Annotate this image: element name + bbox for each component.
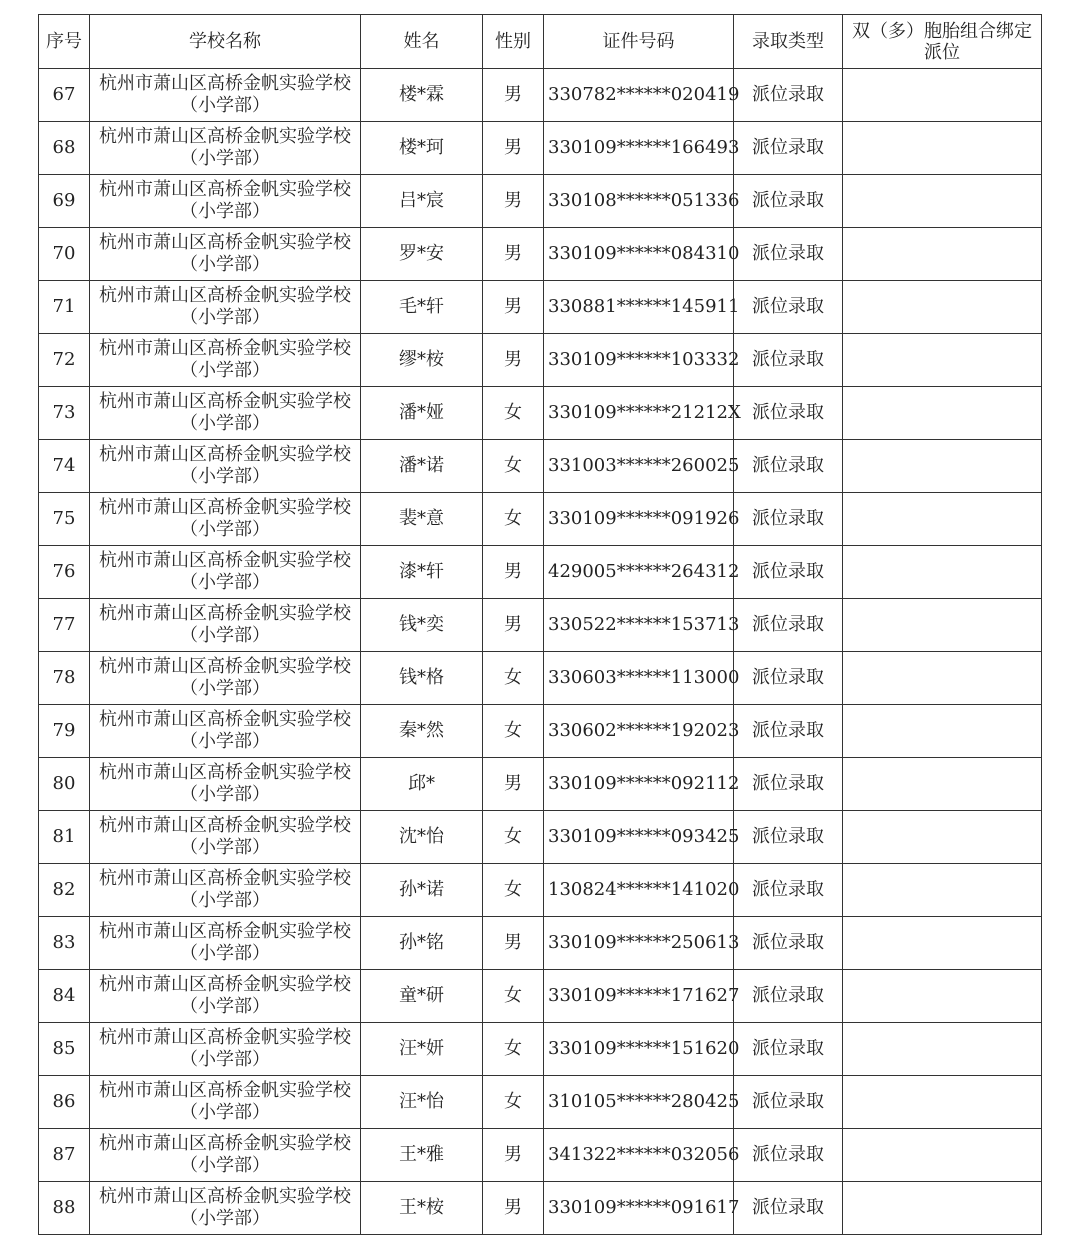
cell-twins-binding bbox=[843, 970, 1042, 1023]
table-row bbox=[39, 546, 1042, 599]
table-row bbox=[39, 228, 1042, 281]
table-row bbox=[39, 122, 1042, 175]
cell-id-number: 330109******092112 bbox=[544, 758, 734, 811]
cell-id-number: 310105******280425 bbox=[544, 1076, 734, 1129]
cell-seq: 76 bbox=[39, 546, 90, 599]
cell-school: 杭州市萧山区高桥金帆实验学校（小学部） bbox=[90, 175, 361, 228]
cell-twins-binding bbox=[843, 599, 1042, 652]
cell-school: 杭州市萧山区高桥金帆实验学校（小学部） bbox=[90, 440, 361, 493]
cell-gender: 男 bbox=[483, 69, 544, 122]
cell-name: 楼*珂 bbox=[361, 122, 483, 175]
cell-gender: 女 bbox=[483, 811, 544, 864]
cell-seq: 74 bbox=[39, 440, 90, 493]
table-header bbox=[39, 15, 1042, 69]
cell-admission-type: 派位录取 bbox=[734, 228, 843, 281]
cell-name: 缪*桉 bbox=[361, 334, 483, 387]
cell-seq: 82 bbox=[39, 864, 90, 917]
cell-school: 杭州市萧山区高桥金帆实验学校（小学部） bbox=[90, 228, 361, 281]
cell-twins-binding bbox=[843, 705, 1042, 758]
cell-id-number: 429005******264312 bbox=[544, 546, 734, 599]
table-row bbox=[39, 281, 1042, 334]
cell-name: 潘*娅 bbox=[361, 387, 483, 440]
cell-gender: 女 bbox=[483, 387, 544, 440]
cell-twins-binding bbox=[843, 281, 1042, 334]
cell-twins-binding bbox=[843, 493, 1042, 546]
cell-school: 杭州市萧山区高桥金帆实验学校（小学部） bbox=[90, 387, 361, 440]
table-row bbox=[39, 811, 1042, 864]
table-row bbox=[39, 334, 1042, 387]
cell-twins-binding bbox=[843, 811, 1042, 864]
cell-gender: 男 bbox=[483, 546, 544, 599]
cell-seq: 80 bbox=[39, 758, 90, 811]
cell-seq: 68 bbox=[39, 122, 90, 175]
cell-admission-type: 派位录取 bbox=[734, 599, 843, 652]
table-row bbox=[39, 652, 1042, 705]
table-row bbox=[39, 175, 1042, 228]
cell-gender: 男 bbox=[483, 175, 544, 228]
cell-twins-binding bbox=[843, 175, 1042, 228]
table-row bbox=[39, 705, 1042, 758]
cell-school: 杭州市萧山区高桥金帆实验学校（小学部） bbox=[90, 1023, 361, 1076]
cell-name: 汪*妍 bbox=[361, 1023, 483, 1076]
cell-admission-type: 派位录取 bbox=[734, 1129, 843, 1182]
table-row bbox=[39, 493, 1042, 546]
cell-id-number: 330782******020419 bbox=[544, 69, 734, 122]
cell-id-number: 330603******113000 bbox=[544, 652, 734, 705]
cell-seq: 67 bbox=[39, 69, 90, 122]
cell-admission-type: 派位录取 bbox=[734, 652, 843, 705]
table-row bbox=[39, 1023, 1042, 1076]
table-row bbox=[39, 1129, 1042, 1182]
cell-school: 杭州市萧山区高桥金帆实验学校（小学部） bbox=[90, 599, 361, 652]
cell-twins-binding bbox=[843, 387, 1042, 440]
cell-id-number: 330602******192023 bbox=[544, 705, 734, 758]
table-row bbox=[39, 917, 1042, 970]
cell-school: 杭州市萧山区高桥金帆实验学校（小学部） bbox=[90, 493, 361, 546]
cell-seq: 78 bbox=[39, 652, 90, 705]
cell-seq: 73 bbox=[39, 387, 90, 440]
cell-twins-binding bbox=[843, 122, 1042, 175]
cell-id-number: 330881******145911 bbox=[544, 281, 734, 334]
cell-school: 杭州市萧山区高桥金帆实验学校（小学部） bbox=[90, 811, 361, 864]
cell-admission-type: 派位录取 bbox=[734, 334, 843, 387]
cell-seq: 85 bbox=[39, 1023, 90, 1076]
cell-school: 杭州市萧山区高桥金帆实验学校（小学部） bbox=[90, 652, 361, 705]
cell-id-number: 330109******091617 bbox=[544, 1182, 734, 1235]
cell-school: 杭州市萧山区高桥金帆实验学校（小学部） bbox=[90, 122, 361, 175]
cell-gender: 男 bbox=[483, 1129, 544, 1182]
cell-name: 王*雅 bbox=[361, 1129, 483, 1182]
cell-gender: 女 bbox=[483, 864, 544, 917]
cell-twins-binding bbox=[843, 1129, 1042, 1182]
cell-twins-binding bbox=[843, 546, 1042, 599]
cell-id-number: 330522******153713 bbox=[544, 599, 734, 652]
cell-name: 毛*轩 bbox=[361, 281, 483, 334]
cell-name: 潘*诺 bbox=[361, 440, 483, 493]
cell-gender: 女 bbox=[483, 440, 544, 493]
cell-id-number: 330109******250613 bbox=[544, 917, 734, 970]
cell-admission-type: 派位录取 bbox=[734, 758, 843, 811]
cell-name: 孙*铭 bbox=[361, 917, 483, 970]
cell-admission-type: 派位录取 bbox=[734, 122, 843, 175]
cell-id-number: 330108******051336 bbox=[544, 175, 734, 228]
cell-twins-binding bbox=[843, 917, 1042, 970]
cell-school: 杭州市萧山区高桥金帆实验学校（小学部） bbox=[90, 546, 361, 599]
cell-gender: 男 bbox=[483, 599, 544, 652]
cell-seq: 79 bbox=[39, 705, 90, 758]
cell-seq: 69 bbox=[39, 175, 90, 228]
cell-id-number: 331003******260025 bbox=[544, 440, 734, 493]
cell-admission-type: 派位录取 bbox=[734, 705, 843, 758]
admission-roster-table bbox=[38, 14, 1042, 1235]
table-row bbox=[39, 1182, 1042, 1235]
cell-gender: 男 bbox=[483, 1182, 544, 1235]
cell-gender: 女 bbox=[483, 1076, 544, 1129]
cell-school: 杭州市萧山区高桥金帆实验学校（小学部） bbox=[90, 864, 361, 917]
table-row bbox=[39, 864, 1042, 917]
cell-admission-type: 派位录取 bbox=[734, 281, 843, 334]
cell-admission-type: 派位录取 bbox=[734, 493, 843, 546]
cell-name: 王*桉 bbox=[361, 1182, 483, 1235]
cell-admission-type: 派位录取 bbox=[734, 387, 843, 440]
header-twins: 双（多）胞胎组合绑定派位 bbox=[843, 15, 1042, 69]
cell-seq: 84 bbox=[39, 970, 90, 1023]
table-row bbox=[39, 440, 1042, 493]
header-name: 姓名 bbox=[361, 15, 483, 69]
cell-school: 杭州市萧山区高桥金帆实验学校（小学部） bbox=[90, 334, 361, 387]
cell-name: 汪*怡 bbox=[361, 1076, 483, 1129]
header-id: 证件号码 bbox=[544, 15, 734, 69]
cell-gender: 男 bbox=[483, 281, 544, 334]
cell-gender: 女 bbox=[483, 1023, 544, 1076]
cell-seq: 81 bbox=[39, 811, 90, 864]
cell-school: 杭州市萧山区高桥金帆实验学校（小学部） bbox=[90, 69, 361, 122]
header-row bbox=[39, 15, 1042, 69]
cell-name: 孙*诺 bbox=[361, 864, 483, 917]
table-row bbox=[39, 69, 1042, 122]
cell-school: 杭州市萧山区高桥金帆实验学校（小学部） bbox=[90, 1076, 361, 1129]
cell-name: 漆*轩 bbox=[361, 546, 483, 599]
table-body bbox=[39, 69, 1042, 1235]
cell-twins-binding bbox=[843, 758, 1042, 811]
cell-id-number: 330109******171627 bbox=[544, 970, 734, 1023]
table-row bbox=[39, 387, 1042, 440]
table-row bbox=[39, 599, 1042, 652]
cell-seq: 86 bbox=[39, 1076, 90, 1129]
cell-twins-binding bbox=[843, 1076, 1042, 1129]
cell-admission-type: 派位录取 bbox=[734, 917, 843, 970]
table-row bbox=[39, 758, 1042, 811]
cell-twins-binding bbox=[843, 652, 1042, 705]
cell-school: 杭州市萧山区高桥金帆实验学校（小学部） bbox=[90, 705, 361, 758]
cell-id-number: 330109******103332 bbox=[544, 334, 734, 387]
cell-twins-binding bbox=[843, 440, 1042, 493]
cell-twins-binding bbox=[843, 864, 1042, 917]
cell-id-number: 330109******166493 bbox=[544, 122, 734, 175]
cell-name: 秦*然 bbox=[361, 705, 483, 758]
header-seq: 序号 bbox=[39, 15, 90, 69]
cell-admission-type: 派位录取 bbox=[734, 1182, 843, 1235]
cell-school: 杭州市萧山区高桥金帆实验学校（小学部） bbox=[90, 758, 361, 811]
cell-seq: 75 bbox=[39, 493, 90, 546]
cell-school: 杭州市萧山区高桥金帆实验学校（小学部） bbox=[90, 1182, 361, 1235]
cell-admission-type: 派位录取 bbox=[734, 546, 843, 599]
cell-id-number: 330109******151620 bbox=[544, 1023, 734, 1076]
cell-gender: 男 bbox=[483, 758, 544, 811]
cell-twins-binding bbox=[843, 228, 1042, 281]
cell-id-number: 330109******091926 bbox=[544, 493, 734, 546]
header-type: 录取类型 bbox=[734, 15, 843, 69]
cell-seq: 83 bbox=[39, 917, 90, 970]
cell-id-number: 341322******032056 bbox=[544, 1129, 734, 1182]
cell-id-number: 330109******093425 bbox=[544, 811, 734, 864]
cell-id-number: 330109******084310 bbox=[544, 228, 734, 281]
cell-seq: 72 bbox=[39, 334, 90, 387]
cell-name: 裴*意 bbox=[361, 493, 483, 546]
cell-seq: 70 bbox=[39, 228, 90, 281]
cell-id-number: 130824******141020 bbox=[544, 864, 734, 917]
cell-twins-binding bbox=[843, 69, 1042, 122]
cell-seq: 77 bbox=[39, 599, 90, 652]
cell-name: 钱*奕 bbox=[361, 599, 483, 652]
cell-school: 杭州市萧山区高桥金帆实验学校（小学部） bbox=[90, 1129, 361, 1182]
cell-seq: 88 bbox=[39, 1182, 90, 1235]
table-row bbox=[39, 1076, 1042, 1129]
cell-name: 楼*霖 bbox=[361, 69, 483, 122]
cell-gender: 女 bbox=[483, 705, 544, 758]
cell-seq: 87 bbox=[39, 1129, 90, 1182]
cell-name: 罗*安 bbox=[361, 228, 483, 281]
cell-admission-type: 派位录取 bbox=[734, 970, 843, 1023]
cell-admission-type: 派位录取 bbox=[734, 69, 843, 122]
cell-school: 杭州市萧山区高桥金帆实验学校（小学部） bbox=[90, 917, 361, 970]
cell-twins-binding bbox=[843, 1023, 1042, 1076]
cell-name: 邱* bbox=[361, 758, 483, 811]
cell-admission-type: 派位录取 bbox=[734, 811, 843, 864]
cell-admission-type: 派位录取 bbox=[734, 175, 843, 228]
cell-gender: 男 bbox=[483, 334, 544, 387]
cell-name: 童*研 bbox=[361, 970, 483, 1023]
cell-twins-binding bbox=[843, 334, 1042, 387]
cell-gender: 男 bbox=[483, 122, 544, 175]
cell-admission-type: 派位录取 bbox=[734, 864, 843, 917]
header-school: 学校名称 bbox=[90, 15, 361, 69]
cell-school: 杭州市萧山区高桥金帆实验学校（小学部） bbox=[90, 970, 361, 1023]
cell-seq: 71 bbox=[39, 281, 90, 334]
cell-name: 沈*怡 bbox=[361, 811, 483, 864]
cell-admission-type: 派位录取 bbox=[734, 1076, 843, 1129]
cell-gender: 女 bbox=[483, 493, 544, 546]
cell-gender: 女 bbox=[483, 970, 544, 1023]
cell-twins-binding bbox=[843, 1182, 1042, 1235]
cell-gender: 女 bbox=[483, 652, 544, 705]
cell-name: 钱*格 bbox=[361, 652, 483, 705]
cell-school: 杭州市萧山区高桥金帆实验学校（小学部） bbox=[90, 281, 361, 334]
cell-gender: 男 bbox=[483, 228, 544, 281]
cell-admission-type: 派位录取 bbox=[734, 440, 843, 493]
cell-id-number: 330109******21212X bbox=[544, 387, 734, 440]
cell-gender: 男 bbox=[483, 917, 544, 970]
header-gender: 性别 bbox=[483, 15, 544, 69]
cell-name: 吕*宸 bbox=[361, 175, 483, 228]
cell-admission-type: 派位录取 bbox=[734, 1023, 843, 1076]
table-row bbox=[39, 970, 1042, 1023]
